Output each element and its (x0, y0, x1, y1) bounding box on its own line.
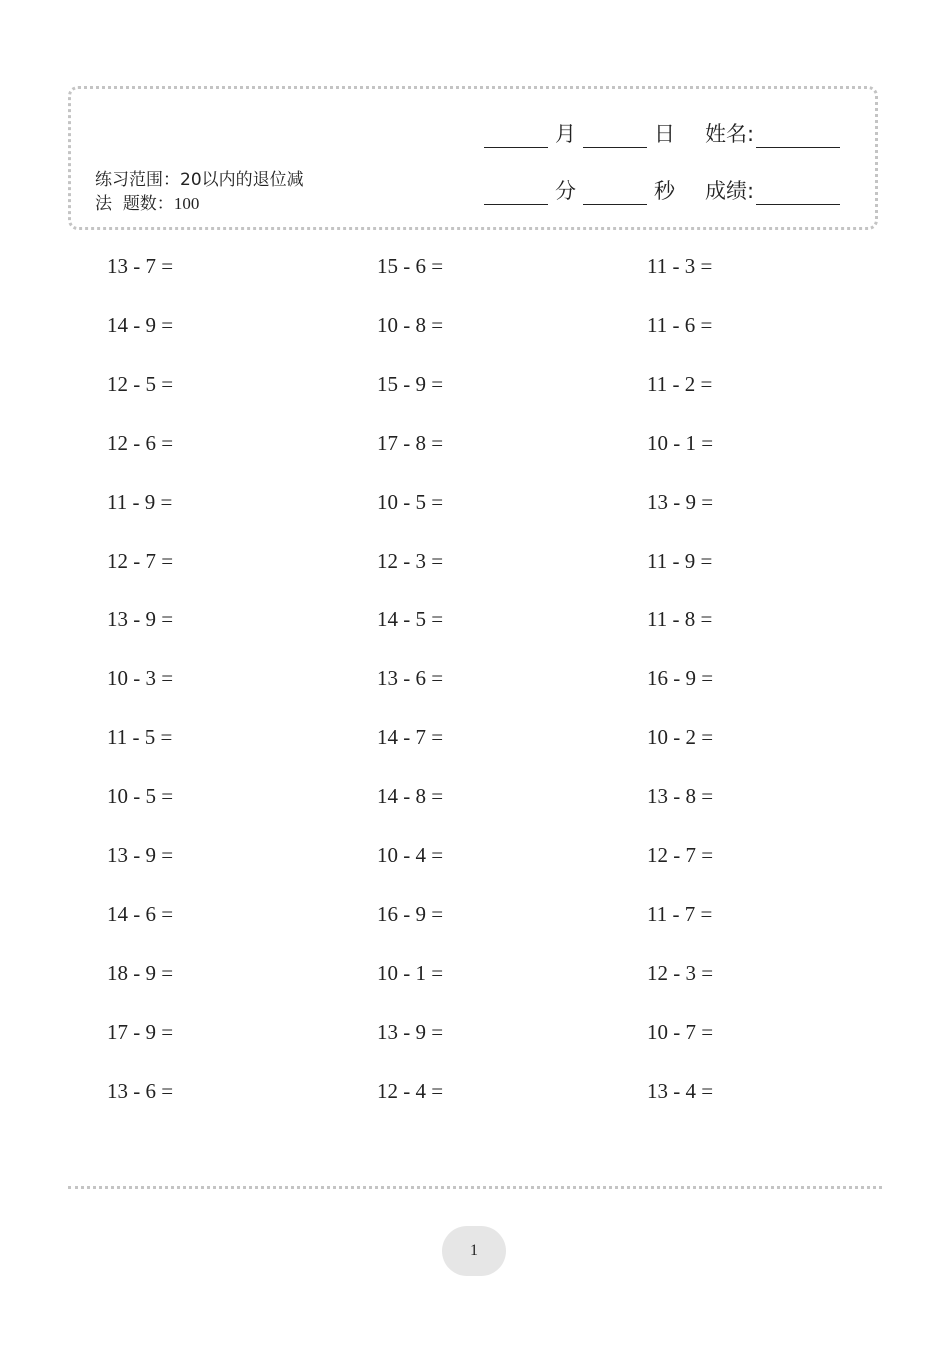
problem-item: 14 - 7 = (377, 725, 444, 750)
problem-item: 12 - 7 = (107, 548, 174, 573)
problem-item: 15 - 9 = (377, 371, 444, 396)
date-name-row (484, 118, 840, 148)
problem-item: 13 - 9 = (647, 489, 714, 514)
problem-item: 13 - 8 = (647, 784, 714, 809)
problem-item: 10 - 1 = (647, 430, 714, 455)
second-label: 秒 (654, 179, 675, 203)
problem-item: 11 - 6 = (647, 312, 713, 337)
problem-item: 17 - 8 = (377, 430, 444, 455)
problem-item: 11 - 8 = (647, 607, 713, 632)
problem-item: 11 - 9 = (647, 548, 713, 573)
month-blank[interactable] (484, 125, 548, 148)
problem-item: 10 - 3 = (107, 666, 174, 691)
month-label: 月 (555, 122, 576, 146)
time-score-row (484, 175, 840, 205)
footer-divider (68, 1186, 882, 1189)
problem-item: 10 - 4 = (377, 843, 444, 867)
problem-item: 11 - 9 = (107, 489, 173, 514)
score-label: 成绩: (705, 179, 755, 203)
problem-item: 11 - 5 = (107, 725, 173, 750)
day-label: 日 (654, 122, 675, 146)
problem-item: 14 - 6 = (107, 901, 174, 926)
problem-item: 16 - 9 = (647, 666, 714, 691)
practice-info (95, 168, 345, 216)
problem-item: 17 - 9 = (107, 1019, 174, 1044)
second-blank[interactable] (583, 182, 647, 205)
problem-item: 13 - 9 = (107, 607, 174, 632)
problem-item: 12 - 5 = (107, 371, 174, 396)
range-label: 练习范围： (95, 170, 180, 190)
range-value: 20以内的退位减法 (95, 170, 304, 214)
problem-item: 13 - 9 = (107, 843, 174, 867)
problem-item: 15 - 6 = (377, 254, 444, 278)
problem-item: 10 - 5 = (107, 784, 174, 809)
name-blank[interactable] (756, 125, 840, 148)
problem-item: 18 - 9 = (107, 960, 174, 985)
problem-item: 14 - 9 = (107, 312, 174, 337)
problem-item: 13 - 7 = (107, 254, 174, 278)
name-label: 姓名: (705, 122, 755, 146)
problem-item: 10 - 1 = (377, 960, 444, 985)
problem-item: 10 - 2 = (647, 725, 714, 750)
problem-item: 12 - 6 = (107, 430, 174, 455)
problem-item: 10 - 5 = (377, 489, 444, 514)
problem-item: 16 - 9 = (377, 901, 444, 926)
problem-item: 13 - 6 = (107, 1078, 174, 1103)
problem-item: 11 - 7 = (647, 901, 713, 926)
problem-item: 11 - 3 = (647, 254, 713, 278)
problem-item: 12 - 7 = (647, 843, 714, 867)
problem-item: 12 - 3 = (377, 548, 444, 573)
problem-item: 10 - 8 = (377, 312, 444, 337)
problem-item: 11 - 2 = (647, 371, 713, 396)
problem-item: 14 - 5 = (377, 607, 444, 632)
problem-item: 10 - 7 = (647, 1019, 714, 1044)
problem-item: 13 - 6 = (377, 666, 444, 691)
problem-item: 14 - 8 = (377, 784, 444, 809)
score-blank[interactable] (756, 182, 840, 205)
count-value: 100 (173, 194, 200, 213)
minute-blank[interactable] (484, 182, 548, 205)
problem-item: 13 - 4 = (647, 1078, 714, 1103)
minute-label: 分 (555, 179, 576, 203)
problem-item: 13 - 9 = (377, 1019, 444, 1044)
problem-item: 12 - 3 = (647, 960, 714, 985)
page-number-badge (442, 1226, 506, 1276)
problem-item: 12 - 4 = (377, 1078, 444, 1103)
day-blank[interactable] (583, 125, 647, 148)
count-label: 题数： (122, 194, 174, 214)
page-number: 1 (470, 1242, 478, 1259)
